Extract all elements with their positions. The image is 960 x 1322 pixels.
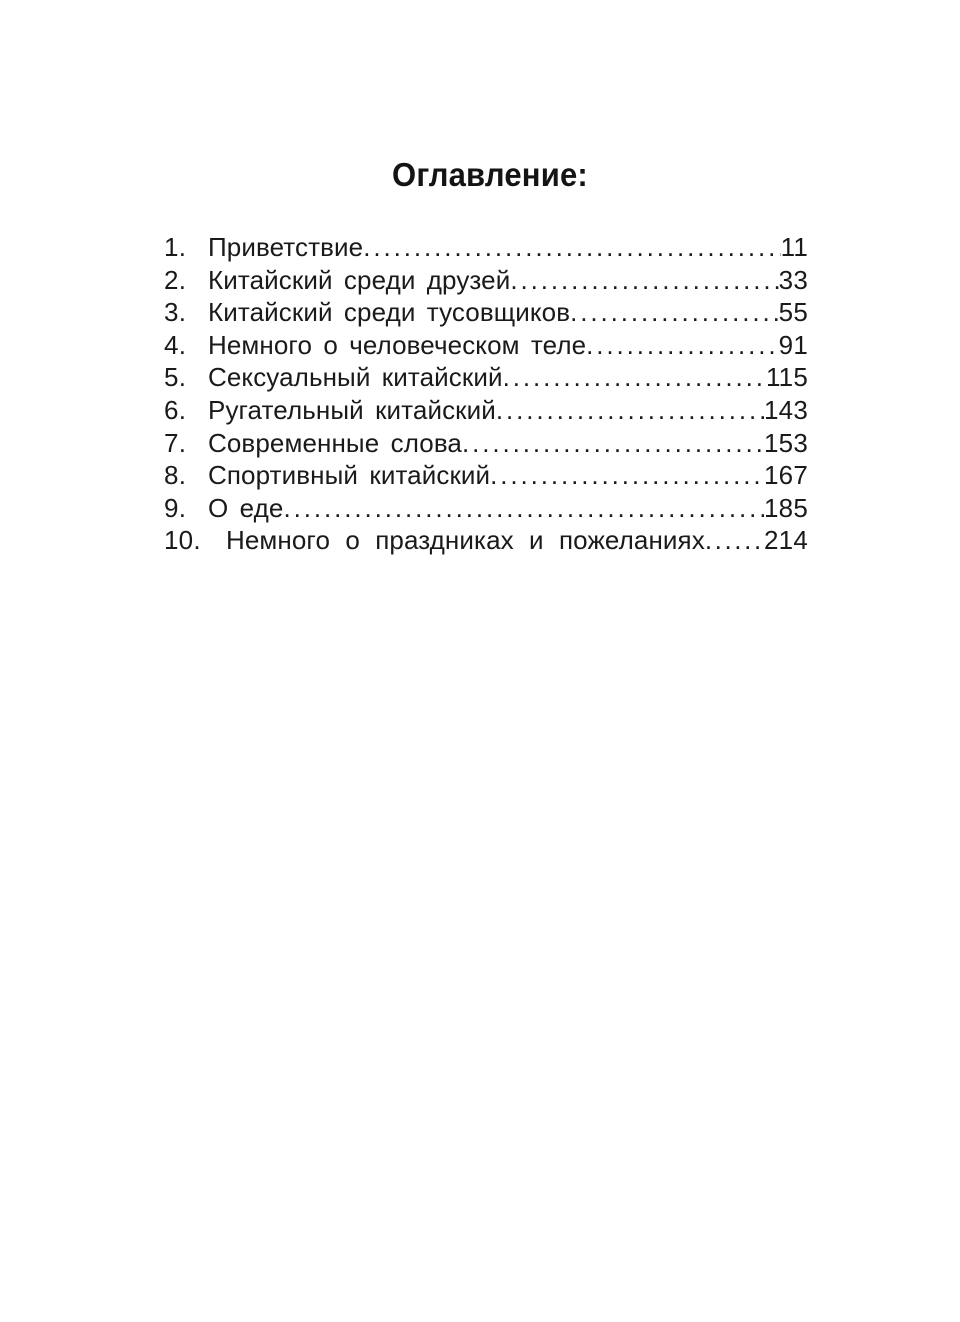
entry-title: Китайский среди друзей <box>208 264 511 295</box>
dot-leader <box>490 459 764 492</box>
entry-title: Спортивный китайский <box>208 460 491 491</box>
entry-page-number: 214 <box>764 525 808 556</box>
dot-leader <box>283 492 764 525</box>
entry-page-number: 143 <box>764 394 808 425</box>
entry-title: Немного о праздниках и пожеланиях <box>226 525 705 556</box>
entry-title: Китайский среди тусовщиков <box>208 297 571 328</box>
entry-number: 6. <box>164 394 187 425</box>
dot-leader <box>570 296 779 329</box>
entry-page-number: 153 <box>764 427 808 458</box>
entry-number: 10. <box>164 525 201 556</box>
entry-number: 3. <box>164 297 187 328</box>
entry-title: Немного о человеческом теле <box>208 329 587 360</box>
list-item[interactable] <box>164 492 808 525</box>
list-item[interactable] <box>164 264 808 297</box>
page-title: Оглавление: <box>392 156 588 193</box>
list-item[interactable] <box>164 329 808 362</box>
dot-leader <box>705 524 764 557</box>
dot-leader <box>586 329 779 362</box>
entry-title: О еде <box>208 492 284 523</box>
list-item[interactable] <box>164 427 808 460</box>
entry-title: Приветствие <box>208 232 364 262</box>
entry-title: Современные слова <box>208 427 462 458</box>
entry-title: Сексуальный китайский <box>208 362 503 393</box>
dot-leader <box>363 231 780 264</box>
table-of-contents-list <box>164 231 808 557</box>
entry-number: 2. <box>164 264 187 295</box>
entry-page-number: 115 <box>765 362 808 393</box>
entry-page-number: 185 <box>764 492 808 523</box>
list-item[interactable] <box>164 394 808 427</box>
entry-number: 8. <box>164 460 187 491</box>
entry-title: Ругательный китайский <box>208 394 496 425</box>
entry-number: 5. <box>164 362 187 393</box>
entry-number: 7. <box>164 427 187 458</box>
list-item[interactable] <box>164 361 808 394</box>
dot-leader <box>503 361 766 394</box>
entry-page-number: 91 <box>778 329 808 360</box>
entry-page-number: 11 <box>780 232 808 262</box>
entry-number: 9. <box>164 492 187 523</box>
entry-page-number: 33 <box>778 264 808 295</box>
list-item[interactable] <box>164 231 808 264</box>
list-item[interactable] <box>164 524 808 557</box>
dot-leader <box>510 264 778 297</box>
list-item[interactable] <box>164 296 808 329</box>
entry-page-number: 167 <box>764 460 808 491</box>
list-item[interactable] <box>164 459 808 492</box>
entry-number: 4. <box>164 329 187 360</box>
dot-leader <box>462 427 764 460</box>
entry-page-number: 55 <box>778 297 808 328</box>
dot-leader <box>496 394 764 427</box>
entry-number: 1. <box>164 232 187 262</box>
